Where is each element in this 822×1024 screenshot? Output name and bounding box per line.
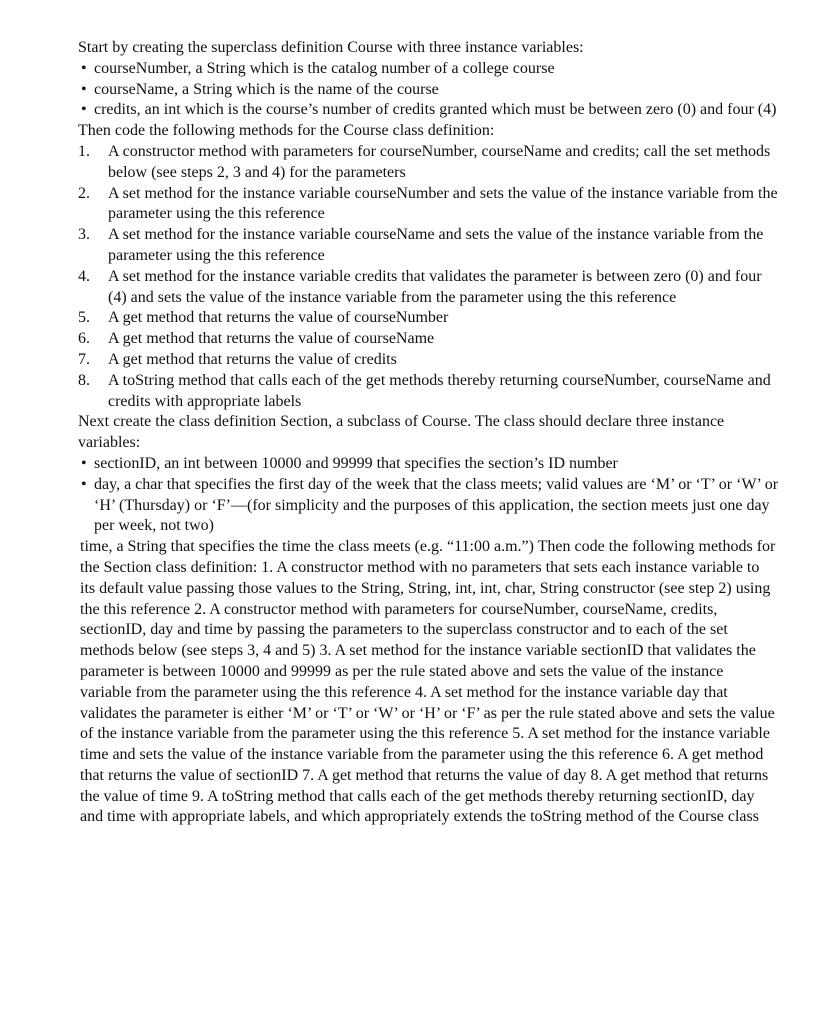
step-number: 7. [78, 350, 90, 368]
list-item [78, 371, 778, 413]
section-methods-paragraph: time, a String that specifies the time the class meets (e.g. “11:00 a.m.”) Then code the following methods for the Section class definition: 1. A constructor method with no parameters that sets each instance variable to its default value passing those values to the String, String, int, int, char, String constructor (see step 2) using the this reference 2. A constructor method with parameters for courseNumber, courseName, credits, sectionID, day and time by passing the parameters to the superclass constructor and to each of the set methods below (see steps 3, 4 and 5) 3. A set method for the instance variable sectionID that validates the parameter is between 10000 and 99999 as per the rule stated above and sets the value of the instance variable from the parameter using the this reference 4. A set method for the instance variable day that validates the parameter is either ‘M’ or ‘T’ or ‘W’ or ‘H’ or ‘F’ as per the rule stated above and sets the value of the instance variable from the parameter using the this reference 5. A set method for the instance variable time and sets the value of the instance variable from the parameter using the this reference 6. A get method that returns the value of sectionID 7. A get method that returns the value of day 8. A get method that returns the value of time 9. A toString method that calls each of the get methods thereby returning sectionID, day and time with appropriate labels, and which appropriately extends the toString method of the Course class [80, 538, 776, 826]
step-number: 3. [78, 226, 90, 244]
list-item: • day, a char that specifies the first day of the week that the class meets; valid values are ‘M’ or ‘T’ or ‘W’ or ‘H’ (Thursday) or ‘F’—(for simplicity and the purposes of this application, the section meets just one day per week, not two) [78, 475, 778, 537]
step-number: 8. [78, 371, 90, 389]
assignment-document [78, 38, 778, 828]
list-item [78, 142, 778, 184]
step-number: 1. [78, 142, 90, 160]
list-item: • courseName, a String which is the name of the course [78, 80, 778, 101]
list-item: • sectionID, an int between 10000 and 99999 that specifies the section’s ID number [78, 454, 778, 475]
step-text: A get method that returns the value of courseName [108, 330, 435, 348]
list-item [78, 329, 778, 350]
list-item [78, 184, 778, 226]
list-item: • credits, an int which is the course’s number of credits granted which must be between zero (0) and four (4) [78, 100, 778, 121]
list-item [78, 350, 778, 371]
list-item [78, 225, 778, 267]
course-variables-list [78, 59, 778, 121]
list-item: • courseNumber, a String which is the catalog number of a college course [78, 59, 778, 80]
step-text: A set method for the instance variable courseName and sets the value of the instance variable from the parameter using the this reference [108, 226, 764, 264]
course-methods-intro: Then code the following methods for the Course class definition: [78, 122, 495, 140]
list-item [78, 308, 778, 329]
course-methods-list [78, 142, 778, 412]
step-number: 5. [78, 309, 90, 327]
step-text: A toString method that calls each of the get methods thereby returning courseNumber, courseName and credits with appropriate labels [108, 371, 771, 410]
step-number: 4. [78, 267, 90, 285]
step-text: A set method for the instance variable courseNumber and sets the value of the instance variable from the parameter using the this reference [108, 184, 778, 223]
step-text: A set method for the instance variable credits that validates the parameter is between zero (0) and four (4) and sets the value of the instance variable from the parameter using the this reference [108, 267, 762, 306]
step-text: A constructor method with parameters for courseNumber, courseName and credits; call the set methods below (see steps 2, 3 and 4) for the parameters [108, 142, 771, 181]
section-intro: Next create the class definition Section, a subclass of Course. The class should declare three instance variables: [78, 413, 725, 452]
section-variables-list [78, 454, 778, 537]
step-text: A get method that returns the value of courseNumber [108, 309, 449, 327]
list-item [78, 267, 778, 309]
intro-text: Start by creating the superclass definition Course with three instance variables: [78, 39, 584, 56]
step-number: 6. [78, 330, 90, 348]
step-text: A get method that returns the value of credits [108, 350, 397, 368]
step-number: 2. [78, 184, 90, 202]
